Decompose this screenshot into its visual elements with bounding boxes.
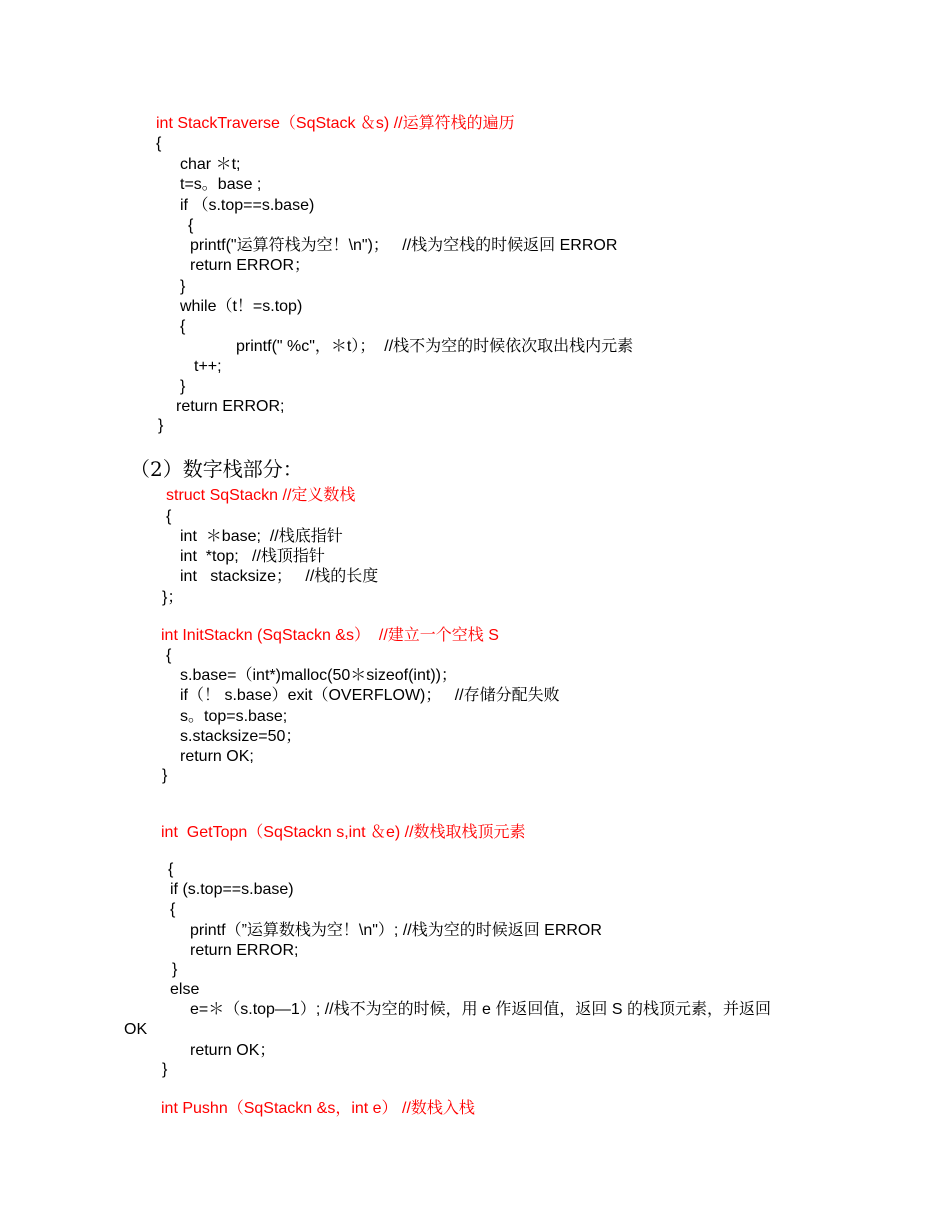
function-signature-initstackn: int InitStackn (SqStackn &s） //建立一个空栈 S: [161, 627, 499, 644]
code-line: }: [180, 378, 186, 395]
code-line: char ＊t;: [180, 156, 241, 173]
code-line: {: [156, 135, 162, 152]
code-line: }: [158, 417, 164, 434]
code-line: else: [170, 981, 200, 998]
code-line: {: [168, 861, 174, 878]
code-line: s.base=（int*)malloc(50＊sizeof(int))；: [180, 667, 457, 684]
code-line: t=s。base ;: [180, 176, 262, 193]
code-line: int ＊base; //栈底指针: [180, 528, 343, 545]
section-heading: （2）数字栈部分：: [130, 457, 303, 481]
code-line: printf(" %c"，＊t）； //栈不为空的时候依次取出栈内元素: [236, 338, 634, 355]
code-line: OK: [124, 1021, 148, 1038]
code-line: if (s.top==s.base): [170, 881, 294, 898]
code-line: {: [166, 647, 172, 664]
code-line: if（！ s.base）exit（OVERFLOW)； //存储分配失败: [180, 687, 560, 704]
code-line: int *top; //栈顶指针: [180, 548, 325, 565]
code-line: printf("运算符栈为空！\n")； //栈为空栈的时候返回 ERROR: [190, 237, 618, 254]
code-line: while（t！=s.top): [180, 298, 303, 315]
code-line: e=＊（s.top—1）; //栈不为空的时候，用 e 作返回值，返回 S 的栈顶元素，并返回: [190, 1001, 771, 1018]
function-signature-stacktraverse: int StackTraverse（SqStack ＆s) //运算符栈的遍历: [156, 115, 515, 132]
code-line: return ERROR;: [176, 398, 285, 415]
code-line: {: [180, 318, 186, 335]
code-line: s。top=s.base;: [180, 708, 288, 725]
function-signature-gettopn: int GetTopn（SqStackn s,int ＆e) //数栈取栈顶元素: [161, 824, 526, 841]
code-line: if （s.top==s.base): [180, 197, 315, 214]
code-line: return OK；: [190, 1042, 276, 1059]
code-line: }: [180, 278, 186, 295]
code-line: t++;: [194, 358, 222, 375]
code-line: s.stacksize=50；: [180, 728, 302, 745]
code-line: }: [162, 767, 168, 784]
struct-signature-sqstackn: struct SqStackn //定义数栈: [166, 487, 356, 504]
function-signature-pushn: int Pushn（SqStackn &s，int e） //数栈入栈: [161, 1100, 475, 1117]
code-line: return ERROR；: [190, 257, 311, 274]
code-line: {: [170, 901, 176, 918]
code-line: return OK;: [180, 748, 254, 765]
code-line: return ERROR;: [190, 942, 299, 959]
code-line: {: [188, 217, 194, 234]
code-line: printf（”运算数栈为空！\n"）; //栈为空的时候返回 ERROR: [190, 922, 602, 939]
code-line: }: [162, 1061, 168, 1078]
code-line: }；: [162, 589, 184, 606]
code-line: }: [172, 961, 178, 978]
code-line: {: [166, 508, 172, 525]
code-line: int stacksize； //栈的长度: [180, 568, 379, 585]
